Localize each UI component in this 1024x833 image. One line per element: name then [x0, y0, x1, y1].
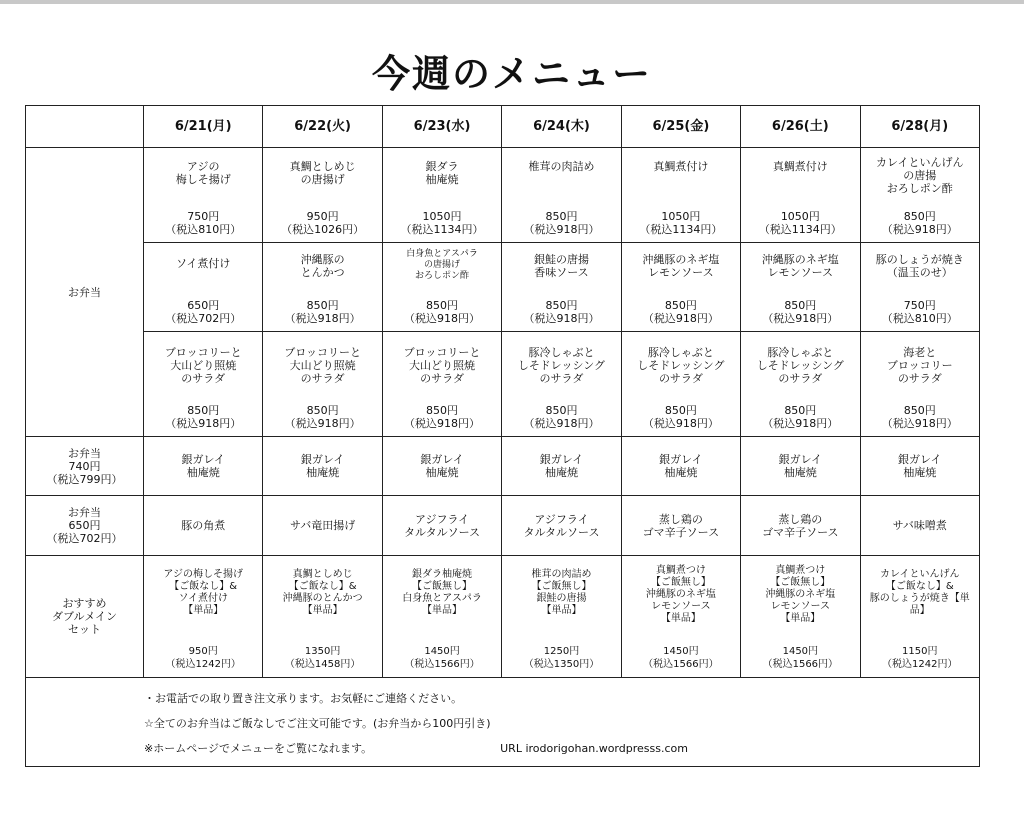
notes-row — [26, 678, 980, 767]
menu-cell — [621, 148, 740, 243]
note-homepage — [144, 736, 979, 761]
item-name: 豚冷しゃぶと しそドレッシング のサラダ — [637, 346, 725, 385]
item-name: 椎茸の肉詰め — [528, 160, 595, 173]
menu-cell: 銀ガレイ 柚庵焼 — [860, 437, 979, 496]
menu-cell — [860, 243, 979, 332]
menu-cell: アジフライ タルタルソース — [502, 496, 621, 556]
menu-cell: 銀ガレイ 柚庵焼 — [382, 437, 501, 496]
item-price: 1250円 （税込1350円） — [523, 645, 600, 670]
item-price: 850円 （税込918円） — [762, 299, 839, 325]
bento-650-row — [26, 496, 980, 556]
menu-cell — [860, 556, 979, 678]
menu-cell — [741, 243, 860, 332]
item-name: 銀ダラ 柚庵焼 — [425, 160, 459, 186]
menu-cell: サバ竜田揚げ — [263, 496, 382, 556]
item-price: 1050円 （税込1134円） — [400, 210, 484, 236]
menu-cell: 銀ガレイ 柚庵焼 — [741, 437, 860, 496]
menu-cell — [382, 148, 501, 243]
menu-cell: 銀ガレイ 柚庵焼 — [263, 437, 382, 496]
item-price: 1150円 （税込1242円） — [882, 645, 958, 670]
item-price: 1050円 （税込1134円） — [758, 210, 842, 236]
item-name: アジの 梅しそ揚げ — [175, 160, 231, 186]
menu-cell — [502, 332, 621, 437]
item-name: 豚冷しゃぶと しそドレッシング のサラダ — [517, 346, 606, 385]
item-price: 850円 （税込918円） — [642, 404, 719, 430]
item-name: ブロッコリーと 大山どり照焼 のサラダ — [164, 346, 242, 385]
item-price: 850円 （税込918円） — [284, 404, 361, 430]
item-price: 1450円 （税込1566円） — [762, 645, 839, 670]
menu-cell — [741, 556, 860, 678]
item-price: 1450円 （税込1566円） — [404, 645, 480, 670]
row-label: お弁当 650円 （税込702円） — [26, 496, 144, 556]
item-name: アジの梅しそ揚げ 【ご飯なし】& ソイ煮付け 【単品】 — [163, 568, 244, 616]
item-price: 1450円 （税込1566円） — [643, 645, 719, 670]
set-row — [26, 556, 980, 678]
menu-cell — [144, 243, 263, 332]
menu-cell: 銀ガレイ 柚庵焼 — [144, 437, 263, 496]
item-price: 750円 （税込810円） — [881, 299, 958, 325]
top-border — [0, 0, 1024, 4]
item-name: 豚冷しゃぶと しそドレッシング のサラダ — [756, 346, 844, 385]
item-price: 850円 （税込918円） — [523, 299, 600, 325]
menu-cell — [621, 332, 740, 437]
item-name: カレイといんげん の唐揚 おろしポン酢 — [876, 156, 964, 195]
menu-cell: 銀ガレイ 柚庵焼 — [621, 437, 740, 496]
menu-cell — [741, 148, 860, 243]
menu-cell — [741, 332, 860, 437]
menu-cell — [144, 148, 263, 243]
item-price: 850円 （税込918円） — [404, 299, 481, 325]
page-title: 今週のメニュー — [371, 52, 652, 96]
menu-cell: 銀ガレイ 柚庵焼 — [502, 437, 621, 496]
item-name: 白身魚とアスパラ の唐揚げ おろしポン酢 — [406, 249, 478, 281]
note-phone-order: ・お電話での取り置き注文承ります。お気軽にご連絡ください。 — [144, 692, 463, 705]
menu-cell — [144, 332, 263, 437]
website-url: URL irodorigohan.wordpresss.com — [500, 742, 688, 755]
item-price: 650円 （税込702円） — [165, 299, 242, 325]
item-name: 真鯛煮つけ 【ご飯無し】 沖縄豚のネギ塩 レモンソース 【単品】 — [645, 564, 716, 624]
menu-cell — [382, 243, 501, 332]
day-header: 6/23(水) — [382, 106, 501, 148]
menu-cell — [382, 556, 501, 678]
day-header: 6/24(木) — [502, 106, 621, 148]
menu-cell: 蒸し鶏の ゴマ辛子ソース — [741, 496, 860, 556]
item-price: 950円 （税込1242円） — [165, 645, 241, 670]
bento-row-label: お弁当 — [26, 148, 144, 437]
bento-740-row — [26, 437, 980, 496]
item-name: 沖縄豚の とんかつ — [300, 253, 345, 279]
item-name: ソイ煮付け — [175, 257, 231, 270]
item-name: 海老と ブロッコリー のサラダ — [886, 346, 953, 385]
row-label: おすすめ ダブルメイン セット — [26, 556, 144, 678]
menu-cell: 蒸し鶏の ゴマ辛子ソース — [621, 496, 740, 556]
menu-cell: 豚の角煮 — [144, 496, 263, 556]
item-name: 真鯛煮付け — [772, 160, 828, 173]
item-price: 850円 （税込918円） — [523, 404, 600, 430]
item-price: 850円 （税込918円） — [762, 404, 839, 430]
item-name: ブロッコリーと 大山どり照焼 のサラダ — [284, 346, 362, 385]
day-header: 6/26(土) — [741, 106, 860, 148]
menu-cell — [860, 148, 979, 243]
menu-cell — [263, 332, 382, 437]
item-price: 1350円 （税込1458円） — [284, 645, 361, 670]
item-name: 真鯛としめじ 【ご飯なし】& 沖縄豚のとんかつ 【単品】 — [282, 568, 363, 616]
item-name: ブロッコリーと 大山どり照焼 のサラダ — [403, 346, 481, 385]
menu-cell: サバ味噌煮 — [860, 496, 979, 556]
day-header: 6/28(月) — [860, 106, 979, 148]
bento-row — [26, 332, 980, 437]
item-name: カレイといんげん 【ご飯なし】& 豚のしょうが焼き【単 品】 — [869, 568, 970, 616]
menu-cell — [382, 332, 501, 437]
item-price: 850円 （税込918円） — [642, 299, 719, 325]
item-price: 850円 （税込918円） — [881, 404, 958, 430]
item-name: 真鯛煮付け — [653, 160, 709, 173]
menu-cell: アジフライ タルタルソース — [382, 496, 501, 556]
item-name: 真鯛としめじ の唐揚げ — [289, 160, 356, 186]
header-row — [26, 106, 980, 148]
bento-row — [26, 148, 980, 243]
menu-cell — [502, 148, 621, 243]
menu-cell — [621, 243, 740, 332]
day-header: 6/25(金) — [621, 106, 740, 148]
menu-cell — [502, 243, 621, 332]
item-name: 真鯛煮つけ 【ご飯無し】 沖縄豚のネギ塩 レモンソース 【単品】 — [765, 564, 836, 624]
item-price: 850円 （税込918円） — [881, 210, 958, 236]
item-name: 銀ダラ柚庵焼 【ご飯無し】 白身魚とアスパラ 【単品】 — [402, 568, 482, 616]
menu-cell — [144, 556, 263, 678]
notes-cell — [26, 678, 980, 767]
day-header: 6/22(火) — [263, 106, 382, 148]
bento-row — [26, 243, 980, 332]
menu-cell — [263, 148, 382, 243]
item-name: 沖縄豚のネギ塩 レモンソース — [642, 253, 720, 279]
item-name: 沖縄豚のネギ塩 レモンソース — [761, 253, 839, 279]
menu-cell — [860, 332, 979, 437]
item-price: 850円 （税込918円） — [284, 299, 361, 325]
item-price: 750円 （税込810円） — [165, 210, 242, 236]
note-homepage-text: ※ホームページでメニューをご覧になれます。 — [144, 742, 373, 755]
note-no-rice: ☆全てのお弁当はご飯なしでご注文可能です。(お弁当から100円引き) — [144, 717, 491, 730]
day-header: 6/21(月) — [144, 106, 263, 148]
corner-cell — [26, 106, 144, 148]
menu-table — [25, 105, 980, 767]
menu-cell — [263, 556, 382, 678]
menu-cell — [621, 556, 740, 678]
item-name: 銀鮭の唐揚 香味ソース — [533, 253, 589, 279]
item-price: 950円 （税込1026円） — [281, 210, 365, 236]
item-name: 豚のしょうが焼き （温玉のせ） — [875, 253, 964, 279]
item-name: 椎茸の肉詰め 【ご飯無し】 銀鮭の唐揚 【単品】 — [531, 568, 592, 616]
menu-cell — [263, 243, 382, 332]
item-price: 1050円 （税込1134円） — [639, 210, 723, 236]
menu-cell — [502, 556, 621, 678]
item-price: 850円 （税込918円） — [404, 404, 481, 430]
item-price: 850円 （税込918円） — [165, 404, 242, 430]
item-price: 850円 （税込918円） — [523, 210, 600, 236]
row-label: お弁当 740円 （税込799円） — [26, 437, 144, 496]
